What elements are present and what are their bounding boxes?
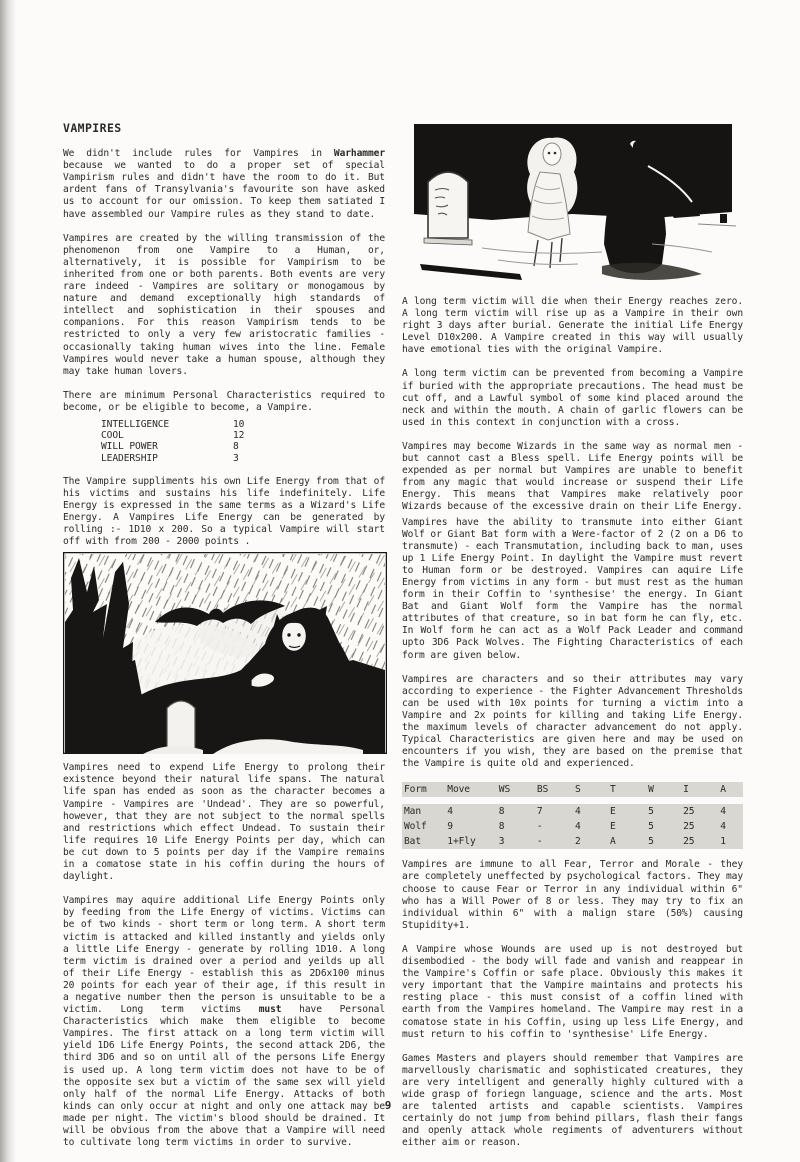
table-cell: 25 — [683, 821, 695, 833]
column-header: I — [683, 784, 689, 796]
column-header: A — [720, 784, 726, 796]
column-header: T — [610, 784, 616, 796]
table-cell: 1 — [720, 836, 726, 848]
scan-edge-shadow — [0, 0, 16, 1162]
table-cell: 4 — [574, 806, 581, 818]
column-header: W — [648, 784, 654, 796]
left-column — [63, 122, 385, 1161]
paragraph-prevention: A long term victim can be prevented from becoming a Vampire if buried with the appropriate precautions. The head must be cut off, and a Lawful symbol of some kind placed around the neck and within the mouth. A chain of garlic flowers can be used in this context in conjunction with a cross. — [402, 368, 743, 428]
characteristic-name: COOL — [101, 430, 124, 442]
paragraph-advancement: Vampires are characters and so their attributes may vary according to experience - the Fighter Advancement Thresholds can be used with 10x points for turning a victim into a Vampire and 2x points for killing and taking Life Energy. the maximum levels of character advancement do not apply. Typical Characteristics are given here and may be used on encounters if you wish, they are based on the premise that the Vampire is quite old and experienced. — [402, 673, 743, 770]
table-cell: 4 — [574, 821, 581, 833]
table-cell: 9 — [447, 821, 453, 833]
list-item — [101, 453, 385, 464]
list-item — [101, 419, 385, 430]
paragraph-intro: We didn't include rules for Vampires in Warhammer because we wanted to do a proper set of special Vampirism rules and didn't have the room to do it. But ardent fans of Transylvania's favourite son have asked us to account for our omission. To keep them satiated I have assembled our Vampire rules as they stand to date. — [63, 148, 385, 220]
list-item — [101, 430, 385, 441]
graveyard-vampires-illustration — [402, 116, 743, 288]
table-cell: 4 — [447, 806, 453, 818]
table-row — [402, 819, 743, 834]
table-header-row — [402, 782, 743, 797]
paragraph-disembodied: A Vampire whose Wounds are used up is not destroyed but disembodied - the body will fade and vanish and reappear in the Vampire's Coffin or safe place. Obviously this makes it very important that the Vampire maintains and protects his resting place - this must consist of a coffin lined with earth from the Vampires homeland. The Vampire may rest in a comatose state in his Coffin, using up less Life Energy, and must return to his coffin to 'synthesise' Life Energy. — [402, 943, 743, 1040]
characteristic-name: LEADERSHIP — [101, 452, 158, 464]
characteristic-value: 10 — [233, 418, 245, 430]
table-cell: 4 — [720, 806, 726, 818]
page-title: VAMPIRES — [63, 121, 122, 135]
characteristic-value: 8 — [233, 441, 239, 453]
table-cell: 5 — [648, 821, 654, 833]
characteristics-list — [101, 419, 385, 464]
paragraph-wizards: Vampires may become Wizards in the same way as normal men - but cannot cast a Bless spell. Life Energy points will be expended as per normal but Vampires are unable to benefit from any magic that would increase or suspend their Life Energy. This means that Vampires make relatively poor Wizards because of the excessive drain on their Life Energy. — [402, 440, 743, 513]
column-header: Move — [447, 784, 470, 796]
table-cell: A — [610, 836, 616, 848]
table-row — [402, 804, 743, 819]
table-cell: 25 — [683, 806, 695, 818]
table-cell: 7 — [536, 806, 543, 818]
right-column — [402, 116, 743, 1161]
table-cell: 3 — [498, 836, 505, 848]
table-cell: Man — [404, 806, 422, 818]
characteristic-name: INTELLIGENCE — [101, 418, 170, 430]
column-header: Form — [404, 784, 427, 796]
column-header: BS — [536, 784, 549, 796]
paragraph-creation: Vampires are created by the willing transmission of the phenomenon from one Vampire to a Human, or, alternatively, it is possible for Vampirism to be inherited from one or both parents. Both events are very rare indeed - Vampires are solitary or monogamous by nature and demand exceptionally high standards of intellect and sophistication in their spouses and companions. For this reason Vampirism tends to be restricted to only a very few aristocratic families -occasionally taking human wives into the line. Female Vampires would never take a human spouse, although they may take human lovers. — [63, 232, 385, 377]
table-cell: 8 — [498, 821, 505, 833]
table-cell: 2 — [574, 836, 581, 848]
table-cell: 4 — [720, 821, 726, 833]
table-cell: 25 — [683, 836, 695, 848]
table-cell: E — [610, 806, 616, 818]
table-cell: Wolf — [404, 821, 427, 833]
table-cell: 5 — [648, 806, 654, 818]
paragraph-minimums: There are minimum Personal Characteristics required to become, or be eligible to become, a Vampire. — [63, 389, 385, 413]
page-number: 9 — [384, 1099, 392, 1112]
paragraph-expend-energy: Vampires need to expend Life Energy to prolong their existence beyond their natural life spans. The natural life span has ended as soon as the character becomes a Vampire - Vampires are 'Undead'. They are so powerful, however, that they are not subject to the normal spells and restrictions which effect Undead. To sustain their life requires 10 Life Energy Points per day, which can be cut down to 5 points per day if the Vampire remains in a comatose state in his coffin during the hours of daylight. — [63, 762, 385, 883]
characteristic-value: 12 — [233, 430, 245, 442]
vampire-castle-bat-illustration — [63, 552, 387, 754]
table-spacer-row — [402, 797, 743, 804]
fighting-characteristics-table — [402, 782, 743, 849]
characteristic-name: WILL POWER — [101, 441, 158, 453]
paragraph-roleplay-note: Games Masters and players should remember that Vampires are marvellously charismatic and sophisticated creatures, they are very intelligent and generally highly cultured with a wide grasp of foriegn language, science and the arts. Most are talented artists and capable scientists. Vampires certainly do not jump from behind pillars, flash their fangs and openly attack whole regiments of adventurers without either aim or reason. — [402, 1052, 743, 1149]
table-cell: 5 — [648, 836, 654, 848]
paragraph-transmute: Vampires have the ability to transmute into either Giant Wolf or Giant Bat form with a Were-factor of 2 (2 on a D6 to transmute) - each Transmutation, including back to man, uses up 1 Life Energy Point. In daylight the Vampire must revert to Human form or be destroyed. Vampires can aquire Life Energy from victims in any form - but must rest as the human form in their Coffin to 'synthesise' the energy. In Giant Bat and Giant Wolf form the Vampire has the normal attributes of that creature, so in bat form he can fly, etc. In Wolf form he can act as a Wolf Pack Leader and command upto 3D6 Pack Wolves. The Fighting Characteristics of each form are given below. — [402, 516, 743, 661]
table-cell: - — [536, 821, 543, 833]
table-cell: - — [536, 836, 543, 848]
paragraph-victim-death: A long term victim will die when their Energy reaches zero. A long term victim will rise up as a Vampire in their own right 3 days after burial. Generate the initial Life Energy Level D10x200. A Vampire created in this way will usually have emotional ties with the original Vampire. — [402, 296, 743, 356]
table-row — [402, 834, 743, 849]
column-header: S — [574, 784, 581, 796]
paragraph-victims: Vampires may aquire additional Life Energy Points only by feeding from the Life Energy of victims. Victims can be of two kinds - short term or long term. A short term victim is attacked and killed instantly and yields only a little Life Energy - generate by rolling 1D10. A long term victim is drained over a period and yeilds up all of their Life Energy - establish this as 2D6x100 minus 20 points for each year of their age, if this result in a negative number then the person is unsuitable to be a victim. Long term victims must have Personal Characteristics which make them eligible to become Vampires. The first attack on a long term victim will yield 1D6 Life Energy Points, the second attack 2D6, the third 3D6 and so on until all of the persons Life Energy is used up. A long term victim does not have to be of the opposite sex but a victim of the same sex will yield only half of the normal Life Energy. Attacks of both kinds can only occur at night and only one attack may be made per night. The victim's blood should be drained. It will be obvious from the above that a Vampire will need to cultivate long term victims in order to survive. — [63, 895, 385, 1149]
characteristic-value: 3 — [233, 452, 239, 464]
table-cell: Bat — [404, 836, 422, 848]
table-cell: 1+Fly — [447, 836, 476, 848]
paragraph-immunities: Vampires are immune to all Fear, Terror and Morale - they are completely uneffected by psychological factors. They may choose to cause Fear or Terror in any individual within 6" who has a Will Power of 8 or less. They may try to fix an individual within 6" with a malign stare (50%) causing Stupidity+1. — [402, 859, 743, 931]
table-cell: 8 — [498, 806, 505, 818]
paragraph-life-energy: The Vampire suppliments his own Life Energy from that of his victims and sustains his life indefinitely. Life Energy is expressed in the same terms as a Wizard's Life Energy. A Vampires Life Energy can be generated by rolling :- 1D10 x 200. So a typical Vampire will start off with from 200 - 2000 points . — [63, 475, 385, 548]
column-header: WS — [498, 784, 511, 796]
list-item — [101, 441, 385, 452]
table-cell: E — [610, 821, 616, 833]
